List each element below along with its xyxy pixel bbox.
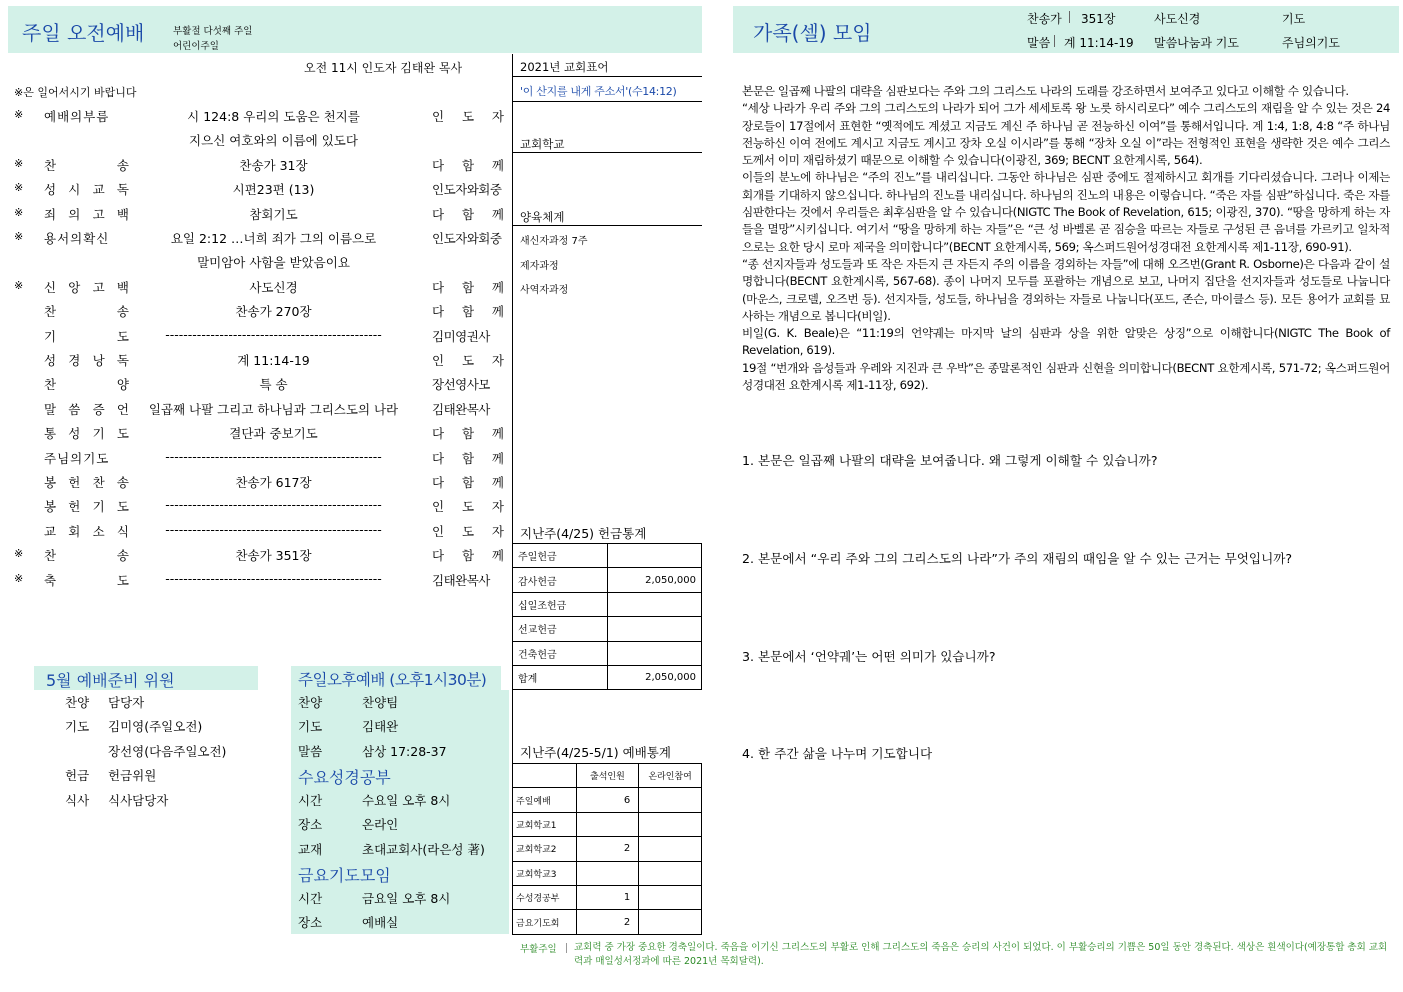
friday-label: 시간 bbox=[298, 891, 323, 906]
order-responsible-char: 자 bbox=[491, 109, 504, 124]
stand-mark: ※ bbox=[14, 571, 24, 585]
question-3: 3. 본문에서 ‘언약궤’는 어떤 의미가 있습니까? bbox=[742, 649, 996, 664]
order-responsible-char: 함 bbox=[461, 450, 475, 466]
order-title-char: 찬 bbox=[44, 157, 57, 173]
order-responsible: 인도자와회중 bbox=[432, 231, 502, 246]
course-2: 제자과정 bbox=[520, 261, 559, 272]
order-title-char: 찬 bbox=[44, 377, 57, 393]
committee-role: 식사 bbox=[65, 792, 90, 808]
header-prayer: 기도 bbox=[1282, 12, 1306, 26]
order-row bbox=[14, 568, 504, 592]
order-title-char: 헌 bbox=[68, 475, 81, 490]
attendance-row bbox=[513, 910, 702, 934]
wednesday-label: 장소 bbox=[298, 817, 323, 833]
order-responsible-char: 께 bbox=[491, 426, 504, 442]
attendance-name: 교회학교1 bbox=[513, 812, 577, 836]
order-title-char: 찬 bbox=[44, 304, 57, 320]
order-responsible-char: 다 bbox=[432, 450, 445, 466]
stand-mark: ※ bbox=[14, 205, 24, 219]
subtitle-children: 어린이주일 bbox=[173, 41, 219, 52]
order-responsible-char: 께 bbox=[491, 475, 504, 490]
order-responsible bbox=[432, 107, 504, 125]
order-row bbox=[14, 153, 504, 177]
header-sep-2 bbox=[1054, 35, 1055, 47]
stand-mark: ※ bbox=[14, 156, 24, 170]
order-title-char: 회 bbox=[68, 523, 81, 539]
order-title bbox=[44, 180, 129, 198]
offering-amount bbox=[608, 544, 702, 568]
order-row bbox=[14, 324, 504, 348]
order-content: ------------------------------------------------ bbox=[165, 448, 382, 464]
order-responsible-char: 인 bbox=[432, 353, 445, 368]
page-title: 주일 오전예배 bbox=[22, 21, 145, 45]
committee-role: 기도 bbox=[65, 719, 90, 735]
order-row bbox=[14, 299, 504, 323]
footer-sep bbox=[566, 943, 567, 953]
committee-name: 식사담당자 bbox=[108, 792, 169, 808]
order-responsible bbox=[432, 546, 504, 564]
order-row bbox=[14, 470, 504, 494]
attendance-row bbox=[513, 885, 702, 909]
stand-mark: ※ bbox=[14, 278, 24, 292]
order-row bbox=[14, 421, 504, 445]
commentary-paragraph: 이들의 분노에 하나님은 “주의 진노”를 내리십니다. 그동안 하나님은 심판 중에도 절제하시고 회개를 기다리셨습니다. 그러나 이제는 회개를 기대하지 않으십니다. 하나님의 진노를 내리십니다. 하나님의 진노의 내용은 이렇습니다. “죽은 자를 심판”하십니다. 죽은 자를 심판한다는 것에서 우리들은 최후심판을 알 수 있습니다(NIGTC The Book of Revelation, 615; 이광진, 370). “땅을 망하게 하는 자들을 멸망”시키십니다. 여기서 “땅을 망하게 하는 자들”은 “큰 성 바벨론 곧 짐승을 따르는 자들로 구성된 큰 음녀를 가르키고 일차적으로는 요한 당시 로마 제국을 의미합니다”(BECNT 요한계시록, 569; 옥스퍼드원어성경대전 요한계시록 제1-11장, 690-91). bbox=[742, 170, 1390, 254]
order-title-char: 고 bbox=[92, 206, 105, 222]
order-responsible-char: 다 bbox=[432, 475, 445, 490]
order-content: 지으신 여호와의 이름에 있도다 bbox=[189, 133, 358, 149]
order-title-char: 말 bbox=[44, 401, 57, 417]
order-title-char: 도 bbox=[116, 328, 129, 344]
attendance-header-cell: 출석인원 bbox=[576, 764, 639, 788]
header-hymn-number: 351장 bbox=[1081, 12, 1116, 26]
order-responsible: 김태완목사 bbox=[432, 572, 490, 588]
motto-divider bbox=[512, 76, 702, 77]
order-title-char: 백 bbox=[116, 279, 129, 295]
course-1: 새신자과정 7주 bbox=[520, 236, 588, 247]
commentary-paragraph: “세상 나라가 우리 주와 그의 그리스도의 나라가 되어 그가 세세토록 왕 노릇 하시리로다” 예수 그리스도의 재림을 알 수 있는 것은 24장로들이 17절에서 표현한 “옛적에도 계셨고 지금도 계신 주 하나님 곧 전능하신 이여”를 통해서입니다. 계 1:4, 1:8, 4:8 “주 하나님 전능하신 이여 전에도 계시고 지금도 계시고 장차 오실 이시라”를 통해 “장차 오실 이”라는 전형적인 표현을 생략한 것은 예수 그리스도께서 이미 재림하셨기 때문으로 이해할 수 있습니다(이광진, 369; BECNT 요한계시록, 564). bbox=[742, 101, 1390, 168]
order-title-char: 독 bbox=[116, 182, 129, 198]
order-responsible-char: 함 bbox=[461, 304, 475, 320]
order-responsible-char: 자 bbox=[491, 523, 504, 539]
order-responsible bbox=[432, 522, 504, 540]
order-title-char: 성 bbox=[44, 182, 57, 198]
order-title: 주님의기도 bbox=[44, 450, 110, 466]
order-title-char: 시 bbox=[68, 182, 81, 198]
order-title-char: 봉 bbox=[44, 499, 57, 515]
stand-mark: ※ bbox=[14, 181, 24, 195]
order-responsible-char: 인 bbox=[432, 523, 445, 539]
order-responsible-char: 께 bbox=[491, 548, 504, 564]
motto-divider-2 bbox=[512, 101, 702, 102]
stand-mark: ※ bbox=[14, 547, 24, 561]
order-title-char: 도 bbox=[116, 499, 129, 515]
order-content: 찬송가 617장 bbox=[235, 475, 312, 490]
order-responsible-char: 께 bbox=[491, 279, 504, 295]
order-title-char: 성 bbox=[68, 426, 81, 442]
order-title-char: 앙 bbox=[68, 279, 81, 295]
subtitle-easter: 부활절 다섯째 주일 bbox=[173, 26, 253, 37]
order-title bbox=[44, 302, 129, 320]
offering-amount bbox=[608, 592, 702, 616]
order-content: 시 124:8 우리의 도움은 천지를 bbox=[187, 109, 360, 124]
order-responsible-char: 함 bbox=[461, 548, 475, 564]
order-row bbox=[14, 226, 504, 250]
order-title-char: 신 bbox=[44, 279, 57, 295]
order-title bbox=[44, 497, 129, 515]
order-title-char: 백 bbox=[116, 206, 129, 222]
wednesday-label: 시간 bbox=[298, 793, 323, 808]
order-responsible bbox=[432, 351, 504, 369]
offering-amount: 2,050,000 bbox=[608, 665, 702, 689]
offering-amount: 2,050,000 bbox=[608, 568, 702, 592]
order-row bbox=[14, 128, 504, 152]
order-responsible-char: 함 bbox=[461, 206, 475, 222]
order-title-char: 증 bbox=[92, 401, 105, 417]
order-title-char: 양 bbox=[116, 377, 129, 393]
order-responsible-char: 다 bbox=[432, 548, 445, 564]
order-title-char: 헌 bbox=[68, 499, 81, 515]
order-title-char: 송 bbox=[116, 157, 129, 173]
question-4: 4. 한 주간 삶을 나누며 기도합니다 bbox=[742, 746, 933, 761]
order-responsible bbox=[432, 278, 504, 296]
offering-row bbox=[513, 617, 702, 641]
order-row bbox=[14, 177, 504, 201]
order-title-char: 성 bbox=[44, 353, 57, 368]
order-title bbox=[44, 546, 129, 564]
order-responsible-char: 도 bbox=[461, 523, 475, 539]
offering-table bbox=[512, 543, 702, 690]
attendance-header-cell: 온라인참여 bbox=[639, 764, 702, 788]
training-divider bbox=[512, 225, 702, 226]
order-title-char: 경 bbox=[68, 353, 81, 368]
commentary-paragraph: 비일(G. K. Beale)은 “11:19의 언약궤는 마지막 날의 심판과 상을 위한 알맞은 상징”으로 이해합니다(NIGTC The Book of Revelation, 619). bbox=[742, 326, 1390, 358]
order-row bbox=[14, 275, 504, 299]
order-content: 일곱째 나팔 그리고 하나님과 그리스도의 나라 bbox=[148, 401, 399, 417]
order-responsible bbox=[432, 473, 504, 491]
order-row bbox=[14, 446, 504, 470]
footer-label: 부활주일 bbox=[520, 944, 557, 955]
friday-value: 예배실 bbox=[362, 915, 399, 931]
attendance-name: 수성경공부 bbox=[513, 885, 577, 909]
attendance-name: 주일예배 bbox=[513, 788, 577, 812]
order-row bbox=[14, 372, 504, 396]
order-responsible-char: 인 bbox=[432, 109, 445, 124]
order-responsible bbox=[432, 497, 504, 515]
attendance-title: 지난주(4/25-5/1) 예배통계 bbox=[520, 745, 671, 760]
order-title-char: 낭 bbox=[92, 353, 105, 368]
attendance-table bbox=[512, 763, 702, 935]
commentary-paragraph: 본문은 일곱째 나팔의 대략을 심판보다는 주와 그의 그리스도 나라의 도래를 강조하면서 보여주고 있다고 이해할 수 있습니다. bbox=[742, 84, 1349, 98]
offering-row bbox=[513, 592, 702, 616]
order-title bbox=[44, 400, 129, 418]
order-title-char: 기 bbox=[92, 426, 105, 442]
afternoon-title: 주일오후예배 (오후1시30분) bbox=[298, 671, 487, 689]
order-content: ------------------------------------------------ bbox=[165, 521, 382, 537]
order-responsible bbox=[432, 449, 504, 467]
order-content: ------------------------------------------------ bbox=[165, 497, 382, 513]
order-title-char: 기 bbox=[92, 499, 105, 515]
order-responsible: 김태완목사 bbox=[432, 401, 490, 417]
stand-mark: ※ bbox=[14, 230, 24, 243]
attendance-online bbox=[639, 788, 702, 812]
order-row bbox=[14, 397, 504, 421]
afternoon-value: 삼상 17:28-37 bbox=[362, 743, 447, 759]
motto-text: '이 산지를 내게 주소서'(수14:12) bbox=[520, 85, 677, 98]
order-title-char: 식 bbox=[116, 523, 129, 539]
order-responsible: 김미영권사 bbox=[432, 328, 490, 344]
attendance-row bbox=[513, 861, 702, 885]
offering-amount bbox=[608, 617, 702, 641]
order-title-char: 도 bbox=[116, 426, 129, 442]
leader-line: 오전 11시 인도자 김태완 목사 bbox=[304, 61, 463, 75]
committee-role: 헌금 bbox=[65, 768, 90, 784]
order-title-char: 송 bbox=[116, 475, 129, 490]
offering-row bbox=[513, 641, 702, 665]
attendance-name: 교회학교3 bbox=[513, 861, 577, 885]
header-scripture: 계 11:14-19 bbox=[1064, 36, 1134, 50]
cell-group-title: 가족(셀) 모임 bbox=[753, 21, 872, 45]
order-content: ------------------------------------------------ bbox=[165, 326, 382, 342]
order-title-char: 죄 bbox=[44, 206, 57, 222]
footer-text: 교회력 중 가장 중요한 경축일이다. 죽음을 이기신 그리스도의 부활로 인해 그리스도의 죽음은 승리의 사건이 되었다. 이 부활승리의 기쁨은 50일 동안 경축된다. 색상은 흰색이다(예장통합 총회 교회력과 매일성서정과에 따른 2021년 목회달력). bbox=[574, 942, 1388, 967]
order-responsible-char: 다 bbox=[432, 304, 445, 320]
order-content: 시편23편 (13) bbox=[232, 182, 315, 198]
order-responsible-char: 다 bbox=[432, 157, 445, 173]
order-content: 찬송가 270장 bbox=[235, 304, 312, 320]
attendance-present bbox=[576, 812, 639, 836]
order-content: 말미암아 사함을 받았음이요 bbox=[197, 255, 350, 271]
attendance-online bbox=[639, 910, 702, 934]
commentary bbox=[742, 83, 1390, 394]
order-content: 특 송 bbox=[259, 377, 288, 393]
standing-note: ※은 일어서시기 바랍니다 bbox=[14, 86, 137, 99]
order-responsible-char: 함 bbox=[461, 157, 475, 173]
order-responsible-char: 도 bbox=[461, 353, 475, 368]
order-title-char: 축 bbox=[44, 572, 57, 588]
order-responsible bbox=[432, 156, 504, 174]
order-responsible-char: 도 bbox=[461, 499, 475, 515]
order-title bbox=[44, 473, 129, 491]
order-content: 찬송가 31장 bbox=[239, 157, 308, 173]
order-content: 결단과 중보기도 bbox=[229, 426, 318, 442]
school-label: 교회학교 bbox=[520, 137, 565, 151]
committee-name: 헌금위원 bbox=[108, 768, 157, 784]
friday-value: 금요일 오후 8시 bbox=[362, 891, 451, 906]
order-row bbox=[14, 494, 504, 518]
committee-name: 장선영(다음주일오전) bbox=[108, 743, 227, 759]
order-title bbox=[44, 424, 129, 442]
attendance-row bbox=[513, 788, 702, 812]
attendance-present: 2 bbox=[576, 910, 639, 934]
training-label: 양육체계 bbox=[520, 210, 565, 224]
order-row bbox=[14, 104, 504, 128]
attendance-present: 2 bbox=[576, 837, 639, 861]
attendance-row bbox=[513, 812, 702, 836]
attendance-present: 6 bbox=[576, 788, 639, 812]
order-responsible-char: 께 bbox=[491, 157, 504, 173]
order-content: 요일 2:12 …너희 죄가 그의 이름으로 bbox=[170, 231, 377, 246]
offering-row bbox=[513, 665, 702, 689]
order-row bbox=[14, 250, 504, 274]
order-title bbox=[44, 327, 129, 345]
friday-label: 장소 bbox=[298, 915, 323, 931]
order-title-char: 송 bbox=[116, 304, 129, 320]
afternoon-label: 말씀 bbox=[298, 743, 323, 759]
header-label-hymn: 찬송가 bbox=[1027, 12, 1062, 26]
afternoon-value: 김태완 bbox=[362, 719, 399, 735]
commentary-paragraph: “종 선지자들과 성도들과 또 작은 자든지 큰 자든지 주의 이름을 경외하는 자들”에 대해 오즈번(Grant R. Osborne)은 다음과 같이 설명합니다(BECNT 요한계시록, 567-68). 종이 나머지 모두를 포괄하는 개념으로 보고, 나머지 집단을 선지자들과 성도들로 나눕니다(마운스, 크로델, 오즈번 등). 선지자들, 성도들, 하나님을 경외하는 자들로 나눕니다(포드, 존슨, 마이클스 등). 모든 용어가 교회를 묘사하는 개념으로 봅니다(비일). bbox=[742, 256, 1390, 323]
attendance-header-cell bbox=[513, 764, 577, 788]
wednesday-value: 온라인 bbox=[362, 817, 399, 833]
attendance-row bbox=[513, 837, 702, 861]
order-title-char: 교 bbox=[44, 523, 57, 539]
order-responsible-char: 께 bbox=[491, 450, 504, 466]
order-responsible-char: 다 bbox=[432, 426, 445, 442]
order-row bbox=[14, 519, 504, 543]
order-title-char: 찬 bbox=[44, 548, 57, 564]
order-title-char: 독 bbox=[116, 353, 129, 368]
order-content: 사도신경 bbox=[249, 279, 298, 295]
order-title: 예배의부름 bbox=[44, 109, 110, 124]
order-responsible-char: 도 bbox=[461, 109, 475, 124]
order-title bbox=[44, 522, 129, 540]
order-title-char: 고 bbox=[92, 279, 105, 295]
header-sep-1 bbox=[1069, 11, 1070, 23]
order-title bbox=[44, 278, 129, 296]
offering-name: 선교헌금 bbox=[513, 617, 608, 641]
order-title-char: 봉 bbox=[44, 475, 57, 490]
offering-name: 감사헌금 bbox=[513, 568, 608, 592]
commentary-paragraph: 19절 “번개와 음성들과 우레와 지진과 큰 우박”은 종말론적인 심판과 신현을 의미합니다(BECNT 요한계시록, 571-72; 옥스퍼드원어성경대전 요한계시록 제1-11장, 692). bbox=[742, 360, 1390, 393]
order-content: 찬송가 351장 bbox=[235, 548, 312, 564]
offering-title: 지난주(4/25) 헌금통계 bbox=[520, 526, 647, 541]
order-responsible-char: 자 bbox=[491, 499, 504, 515]
order-title bbox=[44, 205, 129, 223]
attendance-present bbox=[576, 861, 639, 885]
question-2: 2. 본문에서 “우리 주와 그의 그리스도의 나라”가 주의 재림의 때임을 알 수 있는 근거는 무엇입니까? bbox=[742, 551, 1293, 566]
order-responsible bbox=[432, 424, 504, 442]
order-responsible-char: 께 bbox=[491, 304, 504, 320]
order-title bbox=[44, 571, 129, 589]
order-title-char: 소 bbox=[92, 523, 105, 539]
order-title-char: 송 bbox=[116, 548, 129, 564]
friday-title: 금요기도모임 bbox=[298, 866, 391, 885]
attendance-present: 1 bbox=[576, 885, 639, 909]
order-content: ------------------------------------------------ bbox=[165, 570, 382, 586]
header-sharing: 말씀나눔과 기도 bbox=[1154, 36, 1239, 50]
attendance-header-row bbox=[513, 764, 702, 788]
order-title bbox=[44, 156, 129, 174]
wednesday-value: 초대교회사(라은성 著) bbox=[362, 841, 485, 857]
wednesday-title: 수요성경공부 bbox=[298, 768, 391, 787]
order-responsible-char: 인 bbox=[432, 499, 445, 515]
order-row bbox=[14, 202, 504, 226]
order-responsible-char: 다 bbox=[432, 279, 445, 295]
order-responsible-char: 함 bbox=[461, 426, 475, 442]
order-title: 용서의확신 bbox=[44, 231, 110, 246]
order-title-char: 찬 bbox=[92, 475, 105, 490]
order-title-char: 기 bbox=[44, 328, 57, 344]
offering-name: 건축헌금 bbox=[513, 641, 608, 665]
order-title bbox=[44, 375, 129, 393]
question-1: 1. 본문은 일곱째 나팔의 대략을 보여줍니다. 왜 그렇게 이해할 수 있습니까? bbox=[742, 453, 1158, 468]
header-creed: 사도신경 bbox=[1154, 12, 1201, 26]
header-lords-prayer: 주님의기도 bbox=[1282, 36, 1340, 50]
attendance-online bbox=[639, 812, 702, 836]
wednesday-label: 교재 bbox=[298, 841, 323, 857]
attendance-online bbox=[639, 837, 702, 861]
committee-name: 김미영(주일오전) bbox=[108, 719, 203, 735]
order-responsible-char: 자 bbox=[491, 353, 504, 368]
order-responsible-char: 함 bbox=[461, 279, 475, 295]
order-content: 계 11:14-19 bbox=[237, 353, 310, 368]
order-content: 참회기도 bbox=[249, 206, 298, 222]
header-label-word: 말씀 bbox=[1027, 36, 1051, 50]
order-responsible bbox=[432, 302, 504, 320]
order-responsible-char: 께 bbox=[491, 206, 504, 222]
order-responsible bbox=[432, 205, 504, 223]
offering-amount bbox=[608, 641, 702, 665]
committee-role: 찬양 bbox=[65, 695, 90, 710]
order-title-char: 의 bbox=[68, 206, 81, 222]
offering-name: 주일헌금 bbox=[513, 544, 608, 568]
order-title-char: 교 bbox=[92, 182, 105, 198]
offering-row bbox=[513, 544, 702, 568]
order-title-char: 통 bbox=[44, 426, 57, 442]
attendance-online bbox=[639, 861, 702, 885]
stand-mark: ※ bbox=[14, 108, 24, 121]
course-3: 사역자과정 bbox=[520, 285, 569, 296]
offering-row bbox=[513, 568, 702, 592]
wednesday-value: 수요일 오후 8시 bbox=[362, 793, 451, 808]
order-responsible: 인도자와회중 bbox=[432, 182, 502, 198]
order-title-char: 도 bbox=[116, 572, 129, 588]
committee-name: 담당자 bbox=[108, 695, 145, 710]
attendance-online bbox=[639, 885, 702, 909]
order-title-char: 씀 bbox=[68, 401, 81, 417]
attendance-name: 교회학교2 bbox=[513, 837, 577, 861]
order-row bbox=[14, 543, 504, 567]
school-divider bbox=[512, 152, 702, 153]
order-title bbox=[44, 351, 129, 369]
motto-title: 2021년 교회표어 bbox=[520, 60, 609, 74]
order-responsible-char: 다 bbox=[432, 206, 445, 222]
order-title-char: 언 bbox=[116, 401, 129, 417]
offering-name: 합계 bbox=[513, 665, 608, 689]
offering-name: 십일조헌금 bbox=[513, 592, 608, 616]
afternoon-label: 기도 bbox=[298, 719, 323, 735]
afternoon-value: 찬양팀 bbox=[362, 695, 399, 710]
order-responsible: 장선영사모 bbox=[432, 377, 490, 393]
order-responsible-char: 함 bbox=[461, 475, 475, 490]
committee-title: 5월 예배준비 위원 bbox=[46, 671, 175, 690]
afternoon-label: 찬양 bbox=[298, 695, 323, 710]
order-row bbox=[14, 348, 504, 372]
attendance-name: 금요기도회 bbox=[513, 910, 577, 934]
